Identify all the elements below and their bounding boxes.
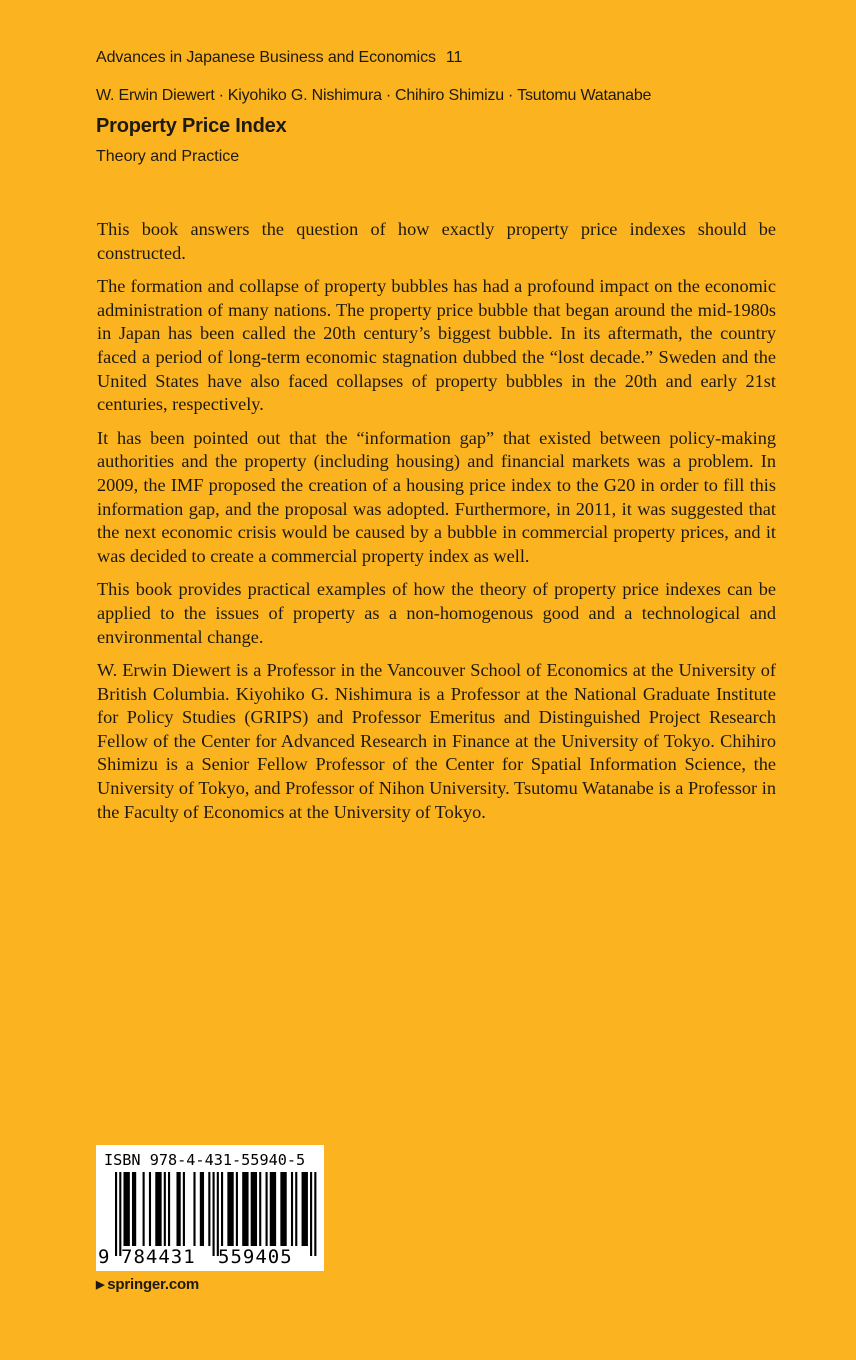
barcode-digit-first: 9 (98, 1246, 110, 1268)
publisher-link[interactable] (96, 1276, 199, 1293)
barcode-bar (143, 1172, 145, 1246)
author-name: Kiyohiko G. Nishimura (227, 87, 382, 104)
barcode-guard-bar (217, 1172, 219, 1256)
barcode-digits (96, 1246, 324, 1270)
barcode-guard-bar (119, 1172, 121, 1256)
series-volume: 11 (445, 49, 463, 66)
barcode-guard-bar (310, 1172, 312, 1256)
barcode-bar (208, 1172, 210, 1246)
back-cover-blurb (97, 218, 776, 834)
author-name: Tsutomu Watanabe (517, 87, 652, 104)
author-separator: · (385, 87, 391, 104)
barcode-bar (251, 1172, 257, 1246)
barcode-bar (183, 1172, 185, 1246)
barcode-bar (259, 1172, 261, 1246)
barcode-bar (291, 1172, 293, 1246)
barcode-bar (266, 1172, 268, 1246)
barcode-bar (176, 1172, 180, 1246)
author-bio-paragraph: W. Erwin Diewert is a Professor in the Vancouver School of Economics at the University of British Columbia. Kiyohiko G. Nishimura is a Professor at the National Graduate Institute for Policy Studies (GRIPS) and Professor Emeritus and Distinguished Project Research Fellow of the Center for Advanced Research in Finance at the University of Tokyo. Chihiro Shimizu is a Senior Fellow Professor of the Center for Spatial Information Science, the University of Tokyo, and Professor of Nihon University. Tsutomu Watanabe is a Professor in the Faculty of Economics at the University of Tokyo. (97, 660, 776, 822)
isbn-label: ISBN 978-4-431-55940-5 (104, 1151, 306, 1169)
blurb-paragraph: This book answers the question of how exactly property price indexes should be constructed. (97, 219, 776, 263)
series-name: Advances in Japanese Business and Economics (96, 49, 436, 66)
blurb-paragraph: It has been pointed out that the “information gap” that existed between policy-making authorities and the property (including housing) and financial markets was a problem. In 2009, the IMF proposed the creation of a housing price index to the G20 in order to fill this information gap, and the proposal was adopted. Furthermore, in 2011, it was suggested that the next economic crisis would be caused by a bubble in commercial property prices, and it was decided to create a commercial property index as well. (97, 427, 776, 566)
barcode-digit-left-group: 784431 (121, 1246, 196, 1268)
barcode-guard-bar (213, 1172, 215, 1256)
barcode-bar (168, 1172, 170, 1246)
triangle-right-icon: ▶ (96, 1279, 105, 1291)
author-name: W. Erwin Diewert (96, 87, 215, 104)
barcode-bar (193, 1172, 195, 1246)
barcode-bar (155, 1172, 161, 1246)
author-separator: · (218, 87, 224, 104)
barcode-bar (295, 1172, 297, 1246)
blurb-paragraph: This book provides practical examples of how the theory of property price indexes can be applied to the issues of property as a non-homogenous good and a technological and environmental change. (97, 579, 776, 647)
barcode-guard-bar (314, 1172, 316, 1256)
barcode-bars (96, 1172, 324, 1256)
barcode-bar (200, 1172, 204, 1246)
barcode-bar (227, 1172, 233, 1246)
book-title: Property Price Index (96, 115, 287, 137)
barcode-bar (221, 1172, 223, 1246)
barcode-bar (132, 1172, 136, 1246)
book-subtitle: Theory and Practice (96, 148, 240, 165)
barcode-bar (280, 1172, 286, 1246)
author-list (96, 87, 651, 105)
barcode-bar (236, 1172, 238, 1246)
barcode-guard-bar (115, 1172, 117, 1256)
barcode-bar (302, 1172, 308, 1246)
isbn-barcode (96, 1145, 324, 1271)
blurb-paragraph: The formation and collapse of property bubbles has had a profound impact on the economic administration of many nations. The property price bubble that began around the mid-1980s in Japan has been called the 20th century’s biggest bubble. In its aftermath, the country faced a period of long-term economic stagnation dubbed the “lost decade.” Sweden and the United States have also faced collapses of property bubbles in the 20th and early 21st centuries, respectively. (97, 276, 776, 415)
barcode-bar (164, 1172, 166, 1246)
publisher-link-text: springer.com (107, 1276, 200, 1293)
series-header (96, 49, 462, 67)
author-separator: · (508, 87, 514, 104)
barcode-digit-right-group: 559405 (218, 1246, 293, 1268)
barcode-bar (270, 1172, 276, 1246)
barcode-bar (149, 1172, 151, 1246)
author-name: Chihiro Shimizu (394, 87, 505, 104)
barcode-bar (242, 1172, 248, 1246)
barcode-bar (123, 1172, 129, 1246)
